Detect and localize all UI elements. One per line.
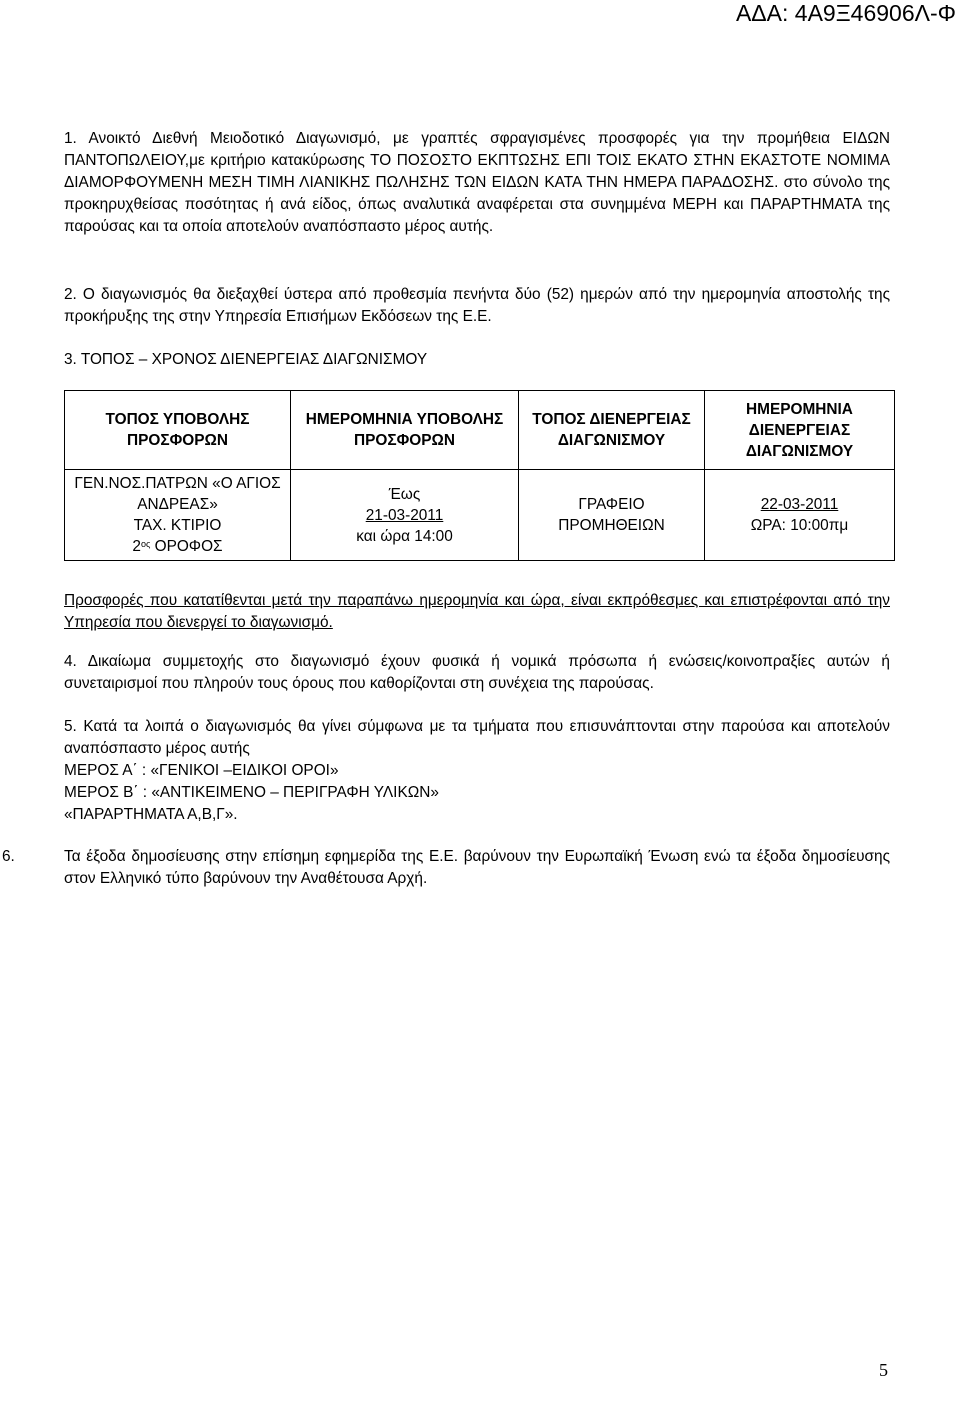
section-5-part-b: ΜΕΡΟΣ Β΄ : «ΑΝΤΙΚΕΙΜΕΝΟ – ΠΕΡΙΓΡΑΦΗ ΥΛΙΚΩΝ» xyxy=(64,784,439,801)
section-5-text: 5. Κατά τα λοιπά ο διαγωνισμός θα γίνει σύμφωνα με τα τμήματα που επισυνάπτονται στην παρούσα και αποτελούν αναπόσπαστο μέρος αυτής xyxy=(64,718,890,757)
header-submission-place: ΤΟΠΟΣ ΥΠΟΒΟΛΗΣ ΠΡΟΣΦΟΡΩΝ xyxy=(65,391,291,470)
floor-ordinal: ος xyxy=(140,539,151,549)
section-2 xyxy=(64,284,890,328)
section-5-annexes: «ΠΑΡΑΡΤΗΜΑΤΑ Α,Β,Γ». xyxy=(64,806,238,823)
header-tender-date: ΗΜΕΡΟΜΗΝΙΑ ΔΙΕΝΕΡΓΕΙΑΣ ΔΙΑΓΩΝΙΣΜΟΥ xyxy=(705,391,895,470)
submission-time: και ώρα 14:00 xyxy=(356,527,453,545)
submission-place-floor xyxy=(69,536,286,557)
ada-code: ΑΔΑ: 4Α9Ξ46906Λ-Φ xyxy=(735,0,956,26)
submission-place-line2: ΤΑΧ. ΚΤΙΡΙΟ xyxy=(133,517,222,534)
section-3-title: 3. ΤΟΠΟΣ – ΧΡΟΝΟΣ ΔΙΕΝΕΡΓΕΙΑΣ ΔΙΑΓΩΝΙΣΜΟΥ xyxy=(64,351,428,368)
section-1-intro: Ανοικτό Διεθνή Μειοδοτικό Διαγωνισμό, με γραπτές σφραγισμένες προσφορές για την προμήθεια xyxy=(76,130,843,147)
floor-number: 2 xyxy=(132,538,141,555)
submission-place-line1: ΓΕΝ.ΝΟΣ.ΠΑΤΡΩΝ «Ο ΑΓΙΟΣ ΑΝΔΡΕΑΣ» xyxy=(74,475,281,513)
cell-submission-place xyxy=(65,470,291,561)
table-row xyxy=(65,470,895,561)
tender-place-line1: ΓΡΑΦΕΙΟ xyxy=(578,496,645,513)
tender-schedule-table xyxy=(64,390,895,561)
late-submission-note: Προσφορές που κατατίθενται μετά την παραπάνω ημερομηνία και ώρα, είναι εκπρόθεσμες και επιστρέφονται από την Υπηρεσία που διενεργεί το διαγωνισμό. xyxy=(64,592,890,631)
section-4: 4. Δικαίωμα συμμετοχής στο διαγωνισμό έχουν φυσικά ή νομικά πρόσωπα ή ενώσεις/κοινοπραξίες αυτών ή συνεταιρισμοί που πληρούν τους όρους που καθορίζονται στη συνέχεια της παρούσας. xyxy=(64,653,890,692)
floor-word: ΟΡΟΦΟΣ xyxy=(154,538,223,555)
section-5-part-a: ΜΕΡΟΣ Α΄ : «ΓΕΝΙΚΟΙ –ΕΙΔΙΚΟΙ ΟΡΟΙ» xyxy=(64,762,339,779)
section-5 xyxy=(64,716,890,826)
section-1-highlight: ΕΙΔΩΝ ΠΑΝΤΟΠΩΛΕΙΟΥ,με κριτήριο κατακύρωσης ΤΟ ΠΟΣΟΣΤΟ ΕΚΠΤΩΣΗΣ ΕΠΙ ΤΟΙΣ ΕΚΑΤΟ ΣΤΗΝ ΕΚΑΣΤΟΤΕ ΝΟΜΙΜΑ ΔΙΑΜΟΡΦΟΥΜΕΝΗ ΜΕΣΗ ΤΙΜΗ ΛΙΑΝΙΚΗΣ ΠΩΛΗΣΗΣ ΤΩΝ ΕΙΔΩΝ ΚΑΤΑ ΤΗΝ ΗΜΕΡΑ ΠΑΡΑΔΟΣΗΣ. xyxy=(64,130,890,191)
submission-date: 21-03-2011 xyxy=(365,506,444,524)
section-6-number: 6. xyxy=(2,848,15,865)
cell-tender-date xyxy=(705,470,895,561)
section-1-number: 1. xyxy=(64,130,77,147)
table-header-row xyxy=(65,391,895,470)
section-6-text: Τα έξοδα δημοσίευσης στην επίσημη εφημερίδα της Ε.Ε. βαρύνουν την Ευρωπαϊκή Ένωση ενώ τα έξοδα δημοσίευσης στον Ελληνικό τύπο βαρύνουν την Αναθέτουσα Αρχή. xyxy=(64,848,890,887)
submission-until: Έως xyxy=(388,485,421,503)
cell-submission-date xyxy=(291,470,519,561)
tender-date: 22-03-2011 xyxy=(760,496,839,513)
tender-place-line2: ΠΡΟΜΗΘΕΙΩΝ xyxy=(558,517,665,534)
section-1-rest: στο σύνολο της προκηρυχθείσας ποσότητας ή ανά είδος, όπως αναλυτικά αναφέρεται στα συνημμένα ΜΕΡΗ και ΠΑΡΑΡΤΗΜΑΤΑ της παρούσας και τα οποία αποτελούν αναπόσπαστο μέρος αυτής. xyxy=(64,174,890,235)
section-2-number: 2. xyxy=(64,286,77,303)
section-2-text: Ο διαγωνισμός θα διεξαχθεί ύστερα από προθεσμία πενήντα δύο (52) ημερών από την ημερομηνία αποστολής της προκήρυξης της στην Υπηρεσία Επισήμων Εκδόσεων της Ε.Ε. xyxy=(64,286,890,325)
header-tender-place: ΤΟΠΟΣ ΔΙΕΝΕΡΓΕΙΑΣ ΔΙΑΓΩΝΙΣΜΟΥ xyxy=(519,391,705,470)
page-number: 5 xyxy=(879,1360,888,1380)
section-1 xyxy=(64,128,890,238)
cell-tender-place xyxy=(519,470,705,561)
tender-time: ΩΡΑ: 10:00πμ xyxy=(750,517,849,534)
header-submission-date: ΗΜΕΡΟΜΗΝΙΑ ΥΠΟΒΟΛΗΣ ΠΡΟΣΦΟΡΩΝ xyxy=(291,391,519,470)
